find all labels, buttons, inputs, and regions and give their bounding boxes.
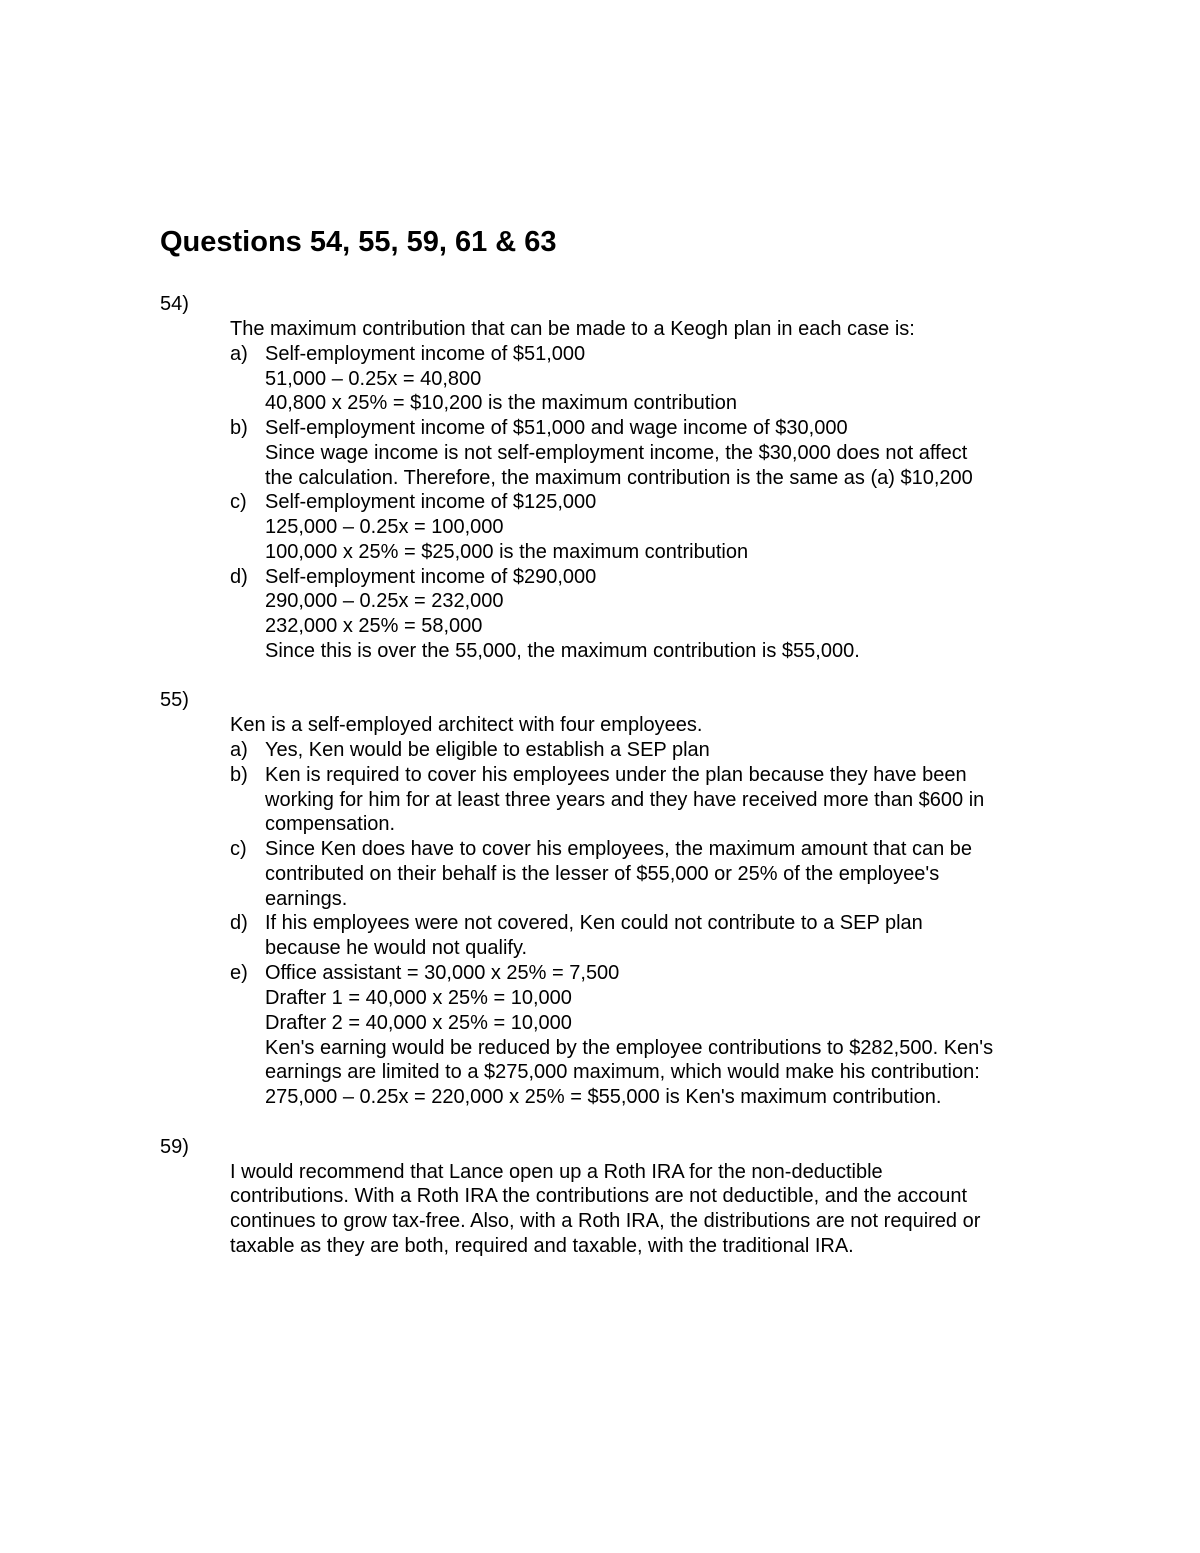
q54-a-line: 40,800 x 25% = $10,200 is the maximum contribution	[265, 392, 737, 414]
q55-e-line: Drafter 1 = 40,000 x 25% = 10,000	[265, 987, 572, 1009]
q54-d-line: 290,000 – 0.25x = 232,000	[265, 590, 504, 612]
q54-a-line: 51,000 – 0.25x = 40,800	[265, 368, 482, 390]
question-59-line: continues to grow tax-free. Also, with a Roth IRA, the distributions are not required or	[230, 1210, 981, 1232]
q54-d-line: Since this is over the 55,000, the maximum contribution is $55,000.	[265, 640, 860, 662]
q54-c-marker: c)	[230, 491, 247, 513]
q54-a-marker: a)	[230, 343, 248, 365]
q55-c-line: contributed on their behalf is the lesser of $55,000 or 25% of the employee's	[265, 863, 940, 885]
question-55-intro: Ken is a self-employed architect with four employees.	[230, 714, 703, 736]
q54-c-line: 125,000 – 0.25x = 100,000	[265, 516, 504, 538]
q54-b-line: Since wage income is not self-employment income, the $30,000 does not affect	[265, 442, 968, 464]
q54-c-line: Self-employment income of $125,000	[265, 491, 597, 513]
question-54-intro: The maximum contribution that can be made to a Keogh plan in each case is:	[230, 318, 915, 340]
q55-e-line: 275,000 – 0.25x = 220,000 x 25% = $55,000 is Ken's maximum contribution.	[265, 1086, 942, 1108]
q55-b-marker: b)	[230, 764, 248, 786]
q55-a-marker: a)	[230, 739, 248, 761]
q55-d-line: If his employees were not covered, Ken could not contribute to a SEP plan	[265, 912, 923, 934]
q54-d-line: Self-employment income of $290,000	[265, 566, 597, 588]
q55-e-line: Office assistant = 30,000 x 25% = 7,500	[265, 962, 620, 984]
q55-b-line: Ken is required to cover his employees under the plan because they have been	[265, 764, 967, 786]
q54-a-line: Self-employment income of $51,000	[265, 343, 586, 365]
question-59-line: I would recommend that Lance open up a Roth IRA for the non-deductible	[230, 1161, 883, 1183]
question-54-number: 54)	[160, 293, 189, 315]
q55-e-marker: e)	[230, 962, 248, 984]
q55-e-line: earnings are limited to a $275,000 maximum, which would make his contribution:	[265, 1061, 980, 1083]
q54-c-line: 100,000 x 25% = $25,000 is the maximum contribution	[265, 541, 749, 563]
question-59-number: 59)	[160, 1136, 189, 1158]
q55-c-line: earnings.	[265, 888, 348, 910]
q55-b-line: working for him for at least three years and they have received more than $600 in	[265, 789, 985, 811]
q55-c-marker: c)	[230, 838, 247, 860]
question-59-line: taxable as they are both, required and taxable, with the traditional IRA.	[230, 1235, 854, 1257]
question-55-number: 55)	[160, 689, 189, 711]
q54-d-marker: d)	[230, 566, 248, 588]
q54-b-line: the calculation. Therefore, the maximum contribution is the same as (a) $10,200	[265, 467, 973, 489]
q55-d-marker: d)	[230, 912, 248, 934]
q54-b-marker: b)	[230, 417, 248, 439]
q54-b-line: Self-employment income of $51,000 and wage income of $30,000	[265, 417, 848, 439]
q54-d-line: 232,000 x 25% = 58,000	[265, 615, 483, 637]
question-59-line: contributions. With a Roth IRA the contributions are not deductible, and the account	[230, 1185, 968, 1207]
q55-e-line: Drafter 2 = 40,000 x 25% = 10,000	[265, 1012, 572, 1034]
q55-e-line: Ken's earning would be reduced by the employee contributions to $282,500. Ken's	[265, 1037, 994, 1059]
q55-c-line: Since Ken does have to cover his employees, the maximum amount that can be	[265, 838, 973, 860]
q55-b-line: compensation.	[265, 813, 396, 835]
q55-d-line: because he would not qualify.	[265, 937, 528, 959]
page-title: Questions 54, 55, 59, 61 & 63	[160, 226, 557, 258]
q55-a-line: Yes, Ken would be eligible to establish a SEP plan	[265, 739, 710, 761]
